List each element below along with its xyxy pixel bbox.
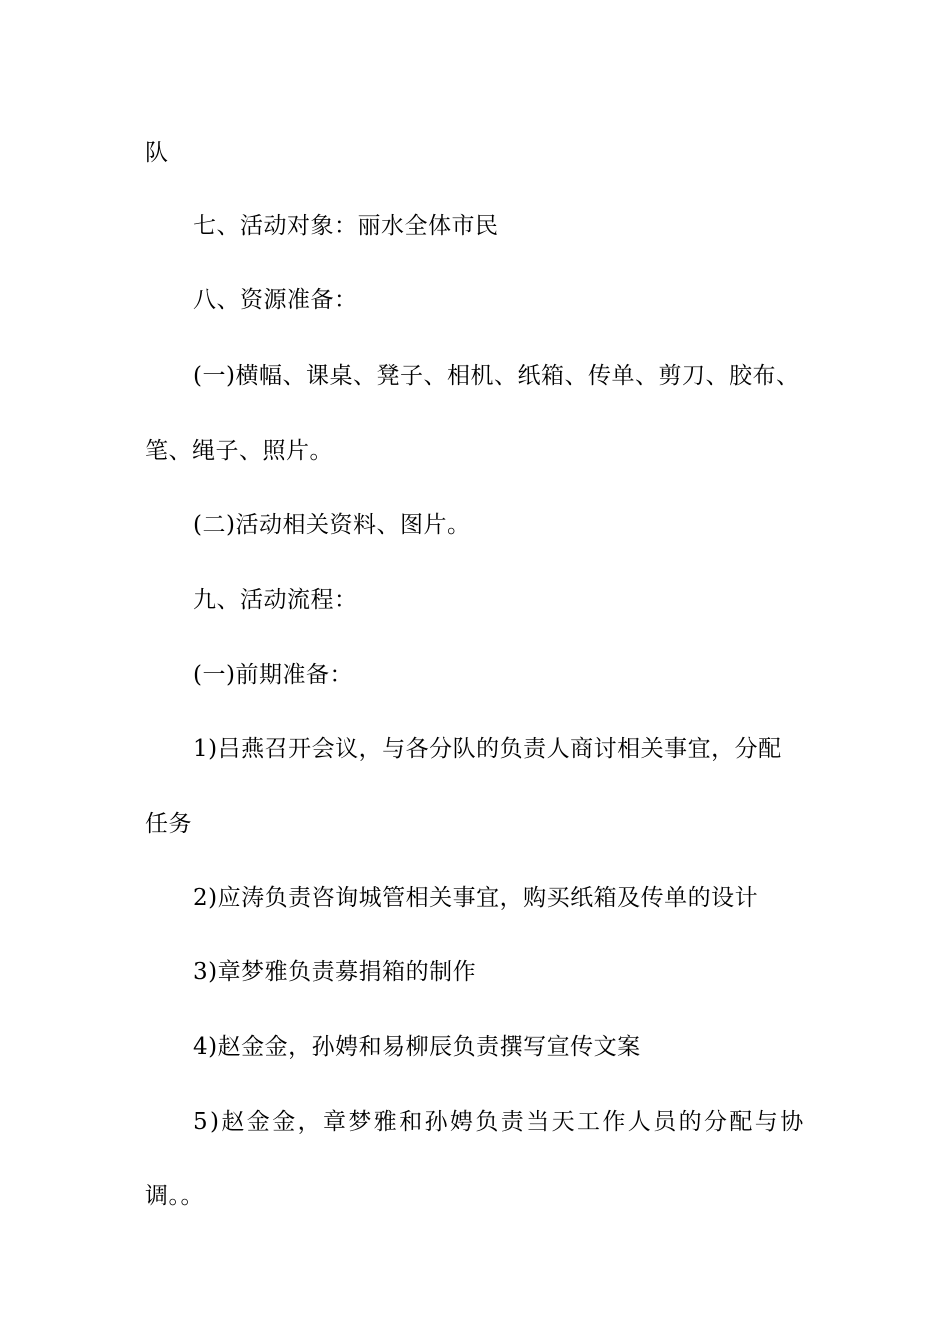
- list-item: 2)应涛负责咨询城管相关事宜，购买纸箱及传单的设计: [193, 885, 759, 911]
- list-item: 1)吕燕召开会议，与各分队的负责人商讨相关事宜，分配: [193, 736, 782, 762]
- text-line: 笔、绳子、照片。: [145, 438, 333, 464]
- text-line: 调。。: [145, 1183, 204, 1209]
- text-line: (二)活动相关资料、图片。: [193, 512, 471, 538]
- list-item: 4)赵金金，孙娉和易柳辰负责撰写宣传文案: [193, 1034, 641, 1060]
- subsection-heading-preparation: (一)前期准备：: [193, 662, 353, 688]
- text-line: 任务: [145, 811, 192, 837]
- text-line: (一)横幅、课桌、凳子、相机、纸箱、传单、剪刀、胶布、: [193, 363, 800, 389]
- section-heading-activity-flow: 九、活动流程：: [193, 587, 358, 613]
- list-item: 3)章梦雅负责募捐箱的制作: [193, 959, 477, 985]
- list-item: 5)赵金金，章梦雅和孙娉负责当天工作人员的分配与协: [193, 1109, 806, 1135]
- section-heading-activity-target: 七、活动对象：丽水全体市民: [193, 213, 499, 239]
- text-line: 队: [145, 140, 169, 166]
- section-heading-resources: 八、资源准备：: [193, 287, 358, 313]
